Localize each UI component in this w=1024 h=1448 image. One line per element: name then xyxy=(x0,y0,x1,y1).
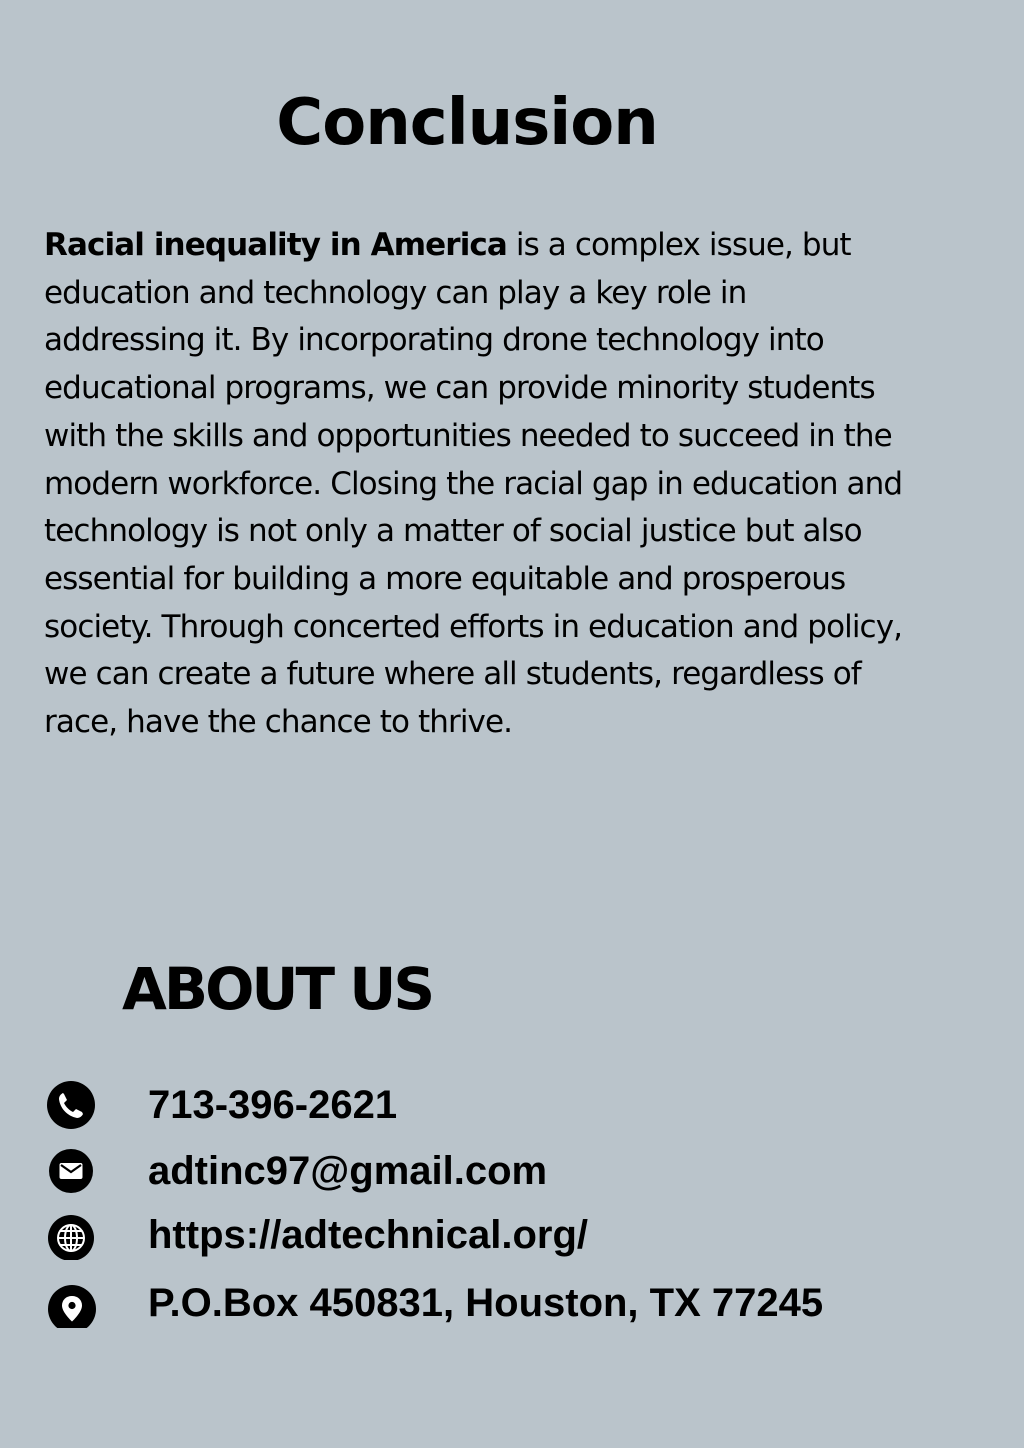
conclusion-paragraph xyxy=(44,222,904,747)
website-link[interactable]: https://adtechnical.org/ xyxy=(148,1213,589,1257)
email-icon xyxy=(46,1146,96,1196)
page-title: Conclusion xyxy=(276,86,658,160)
about-us-heading: ABOUT US xyxy=(122,955,433,1023)
phone-icon xyxy=(46,1080,96,1130)
location-pin-icon xyxy=(46,1278,96,1328)
globe-icon xyxy=(46,1210,96,1260)
email-address[interactable]: adtinc97@gmail.com xyxy=(148,1149,548,1193)
conclusion-lead: Racial inequality in America xyxy=(44,227,507,263)
conclusion-body: is a complex issue, but education and technology can play a key role in addressing it. By incorporating drone technology into educational programs, we can provide minority students with the skills and opportunities needed to succeed in the modern workforce. Closing the racial gap in education and technology is not only a matter of social justice but also essential for building a more equitable and prosperous society. Through concerted efforts in education and policy, we can create a future where all students, regardless of race, have the chance to thrive. xyxy=(44,227,903,741)
phone-number[interactable]: 713-396-2621 xyxy=(148,1083,398,1127)
postal-address: P.O.Box 450831, Houston, TX 77245 xyxy=(148,1281,824,1325)
